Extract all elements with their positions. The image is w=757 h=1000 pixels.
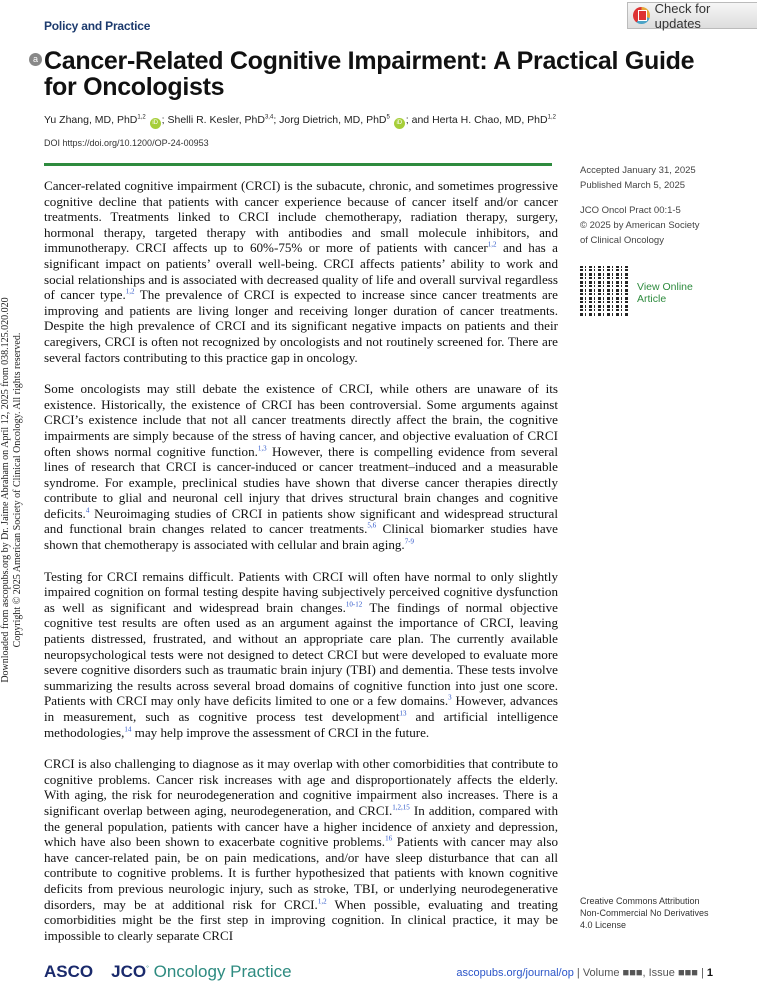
- copyright-line: Copyright © 2025 American Society of Clinical Oncology. All rights reserved.: [12, 332, 23, 648]
- doi-link[interactable]: DOI https://doi.org/10.1200/OP-24-00953: [44, 138, 209, 148]
- download-note: [0, 255, 24, 725]
- orcid-icon[interactable]: iD: [150, 118, 161, 129]
- jco-mark: JCO: [111, 962, 147, 981]
- page-number: 1: [706, 967, 713, 979]
- author-affiliation: 3,4: [264, 114, 274, 121]
- paragraph: [44, 381, 558, 553]
- asco-logo: ASCO: [44, 962, 94, 981]
- accepted-date: Accepted January 31, 2025: [580, 165, 696, 176]
- author-separator: ;: [161, 114, 168, 126]
- download-line: Downloaded from ascopubs.org by Dr. Jaime Abraham on April 12, 2025 from 038.125.020.020: [0, 297, 11, 683]
- citation-ref[interactable]: 10-12: [345, 600, 363, 609]
- footer: [44, 962, 292, 982]
- paragraph-text: Testing for CRCI remains difficult. Patients with CRCI will often have normal to only slightly impaired cognition on formal testing despite having subjectively perceived cognitive dysfunction as well as significant and widespread brain changes.: [44, 568, 558, 615]
- citation-ref[interactable]: 1,3: [257, 444, 267, 453]
- citation-ref[interactable]: 5,6: [367, 522, 377, 531]
- citation-ref[interactable]: 14: [124, 725, 132, 734]
- journal-name: Oncology Practice: [153, 962, 292, 981]
- crossmark-icon: [633, 7, 650, 24]
- author-affiliation: 1,2: [137, 114, 146, 121]
- citation-ref[interactable]: 1,2: [487, 241, 497, 250]
- paragraph: [44, 569, 558, 741]
- journal-url-link[interactable]: ascopubs.org/journal/op: [456, 967, 574, 979]
- paragraph-text: Cancer-related cognitive impairment (CRCI) is the subacute, chronic, and sometimes progressive cognitive decline that patients with cancer experience because of cancer itself and/or cancer treatments. Treatments linked to CRCI include chemotherapy, radiation therapy, surgery, hormonal therapy, targeted therapy with antibodies and small molecule inhibitors, and immunotherapy. CRCI affects up to 60%-75% or more of patients with cancer: [44, 178, 558, 256]
- citation-ref[interactable]: 13: [399, 709, 407, 718]
- citation-ref[interactable]: 3: [448, 694, 452, 703]
- paragraph-text: However, there is compelling evidence from several lines of research that CRCI is cancer-induced or cancer treatment–induced and a measurable syndrome. For example, preclinical studies have shown that diverse cancer therapies directly contribute to glial and neuronal cell injury that drives structural brain changes and cognitive deficits.: [44, 443, 558, 521]
- paragraph-text: In addition, compared with the general population, patients with cancer have a higher incidence of anxiety and depression, which have also been shown to exacerbate cognitive problems.: [44, 802, 558, 850]
- paragraph: [44, 756, 558, 943]
- author-separator: ; and: [405, 114, 433, 126]
- view-online-link[interactable]: View Online Article: [637, 281, 693, 305]
- citation-ref[interactable]: 1,2: [317, 897, 327, 906]
- author-name: Yu Zhang, MD, PhD: [44, 114, 138, 126]
- citation-ref[interactable]: 7-9: [404, 537, 415, 546]
- paragraph-text: However, advances in measurement, such as cognitive process test development: [44, 693, 558, 724]
- paragraph-text: Clinical biomarker studies have shown that chemotherapy is associated with cellular and brain aging.: [44, 521, 558, 553]
- author-name: Jorg Dietrich, MD, PhD: [279, 114, 387, 126]
- author-affiliation: 5: [386, 114, 390, 121]
- paragraph-text: The findings of normal objective cognitive test results are often used as an argument against the importance of CRCI, leaving patients distressed, frustrated, and without an appropriate care plan. The currently available neuropsychological tests were not designed to detect CRCI but were developed to evaluate more severe cognitive disorders such as traumatic brain injury (TBI) and dementia. These tests involve summarizing the results across several broad domains of cognitive function into just one score. Patients with CRCI may only have deficits limited to one or a few domains.: [44, 599, 558, 709]
- paragraph-text: and artificial intelligence methodologies,: [44, 709, 559, 740]
- copyright: © 2025 by American Society of Clinical Oncology: [580, 220, 700, 246]
- citation-ref[interactable]: 4: [85, 506, 90, 515]
- orcid-icon[interactable]: iD: [394, 118, 405, 129]
- citation-ref[interactable]: 16: [385, 834, 393, 843]
- paragraph-text: When possible, evaluating and treating comorbidities might be the first step in improving cognition. In clinical practice, it may be impossible to clearly separate CRCI: [44, 896, 558, 943]
- author-name: Herta H. Chao, MD, PhD: [432, 114, 548, 126]
- qr-code[interactable]: [580, 266, 630, 316]
- check-for-updates-button[interactable]: [627, 2, 757, 29]
- citation: JCO Oncol Pract 00:1-5: [580, 205, 681, 216]
- article-title: Cancer-Related Cognitive Impairment: A Practical Guide for Oncologists: [44, 47, 695, 101]
- author-list: [44, 114, 556, 129]
- paragraph: [44, 178, 558, 365]
- paragraph-text: CRCI is also challenging to diagnose as it may overlap with other comorbidities that contribute to cognitive problems. Cancer risk increases with age and disproportionately affects the elderly. With aging, the risk for neurodegeneration and cognitive impairment also increases. There is a significant overlap between aging, neurodegeneration, and CRCI.: [44, 756, 558, 818]
- paragraph-text: The prevalence of CRCI is expected to increase since cancer treatments are improving and patients are living longer and receiving longer duration of cancer treatments. Despite the high prevalence of CRCI and its significant negative impacts on patients and their caregivers, CRCI is often not recognized by oncologists and not routinely screened for. There are several factors contributing to this practice gap in oncology.: [44, 287, 558, 365]
- citation-ref[interactable]: 1,2: [125, 287, 135, 296]
- license-note: Creative Commons Attribution Non-Commercial No Derivatives 4.0 License: [580, 896, 709, 930]
- check-updates-label: Check for updates: [654, 0, 711, 31]
- author-separator: ;: [273, 114, 280, 126]
- volume-issue: Volume ■■■, Issue ■■■: [582, 967, 698, 979]
- open-access-icon: a: [29, 53, 42, 66]
- jco-logo: JCO° Oncology Practice: [111, 962, 292, 981]
- paragraph-text: Some oncologists may still debate the existence of CRCI, while others are unaware of its existence. Historically, the existence of CRCI has been controversial. Some arguments against CRCI’s existence include that not all cancer treatments directly affect the brain, the cognitive impairments are simply because of the stress of having cancer, and objective evaluation of CRCI often shows normal cognitive function.: [44, 381, 558, 459]
- author-affiliation: 1,2: [547, 114, 556, 121]
- footer-info: ascopubs.org/journal/op | Volume ■■■, Issue ■■■ | 1: [456, 967, 713, 979]
- paragraph-text: Neuroimaging studies of CRCI in patients show significant and widespread structural and functional brain changes related to cancer treatments.: [44, 505, 558, 537]
- paragraph-text: and has a significant impact on patients’ overall well-being. CRCI affects patients’ ability to work and social relationships and is associated with decreased quality of life and overall survival regardless of cancer type.: [44, 240, 558, 303]
- author-name: Shelli R. Kesler, PhD: [167, 114, 265, 126]
- article-body: [44, 178, 558, 959]
- paragraph-text: may help improve the assessment of CRCI in the future.: [131, 724, 430, 740]
- divider: [44, 163, 552, 166]
- citation-ref[interactable]: 1,2,15: [392, 803, 410, 812]
- published-date: Published March 5, 2025: [580, 180, 686, 191]
- section-label: Policy and Practice: [44, 19, 151, 33]
- paragraph-text: Patients with cancer may also have cancer-related pain, be on pain medications, and/or have sleep disturbance that can all contribute to cognitive problems. It is further hypothesized that patients with known cognitive deficits from previous neurologic injury, such as stroke, TBI, or underlying neurodegenerative disorders, may be at additional risk for CRCI.: [44, 834, 559, 912]
